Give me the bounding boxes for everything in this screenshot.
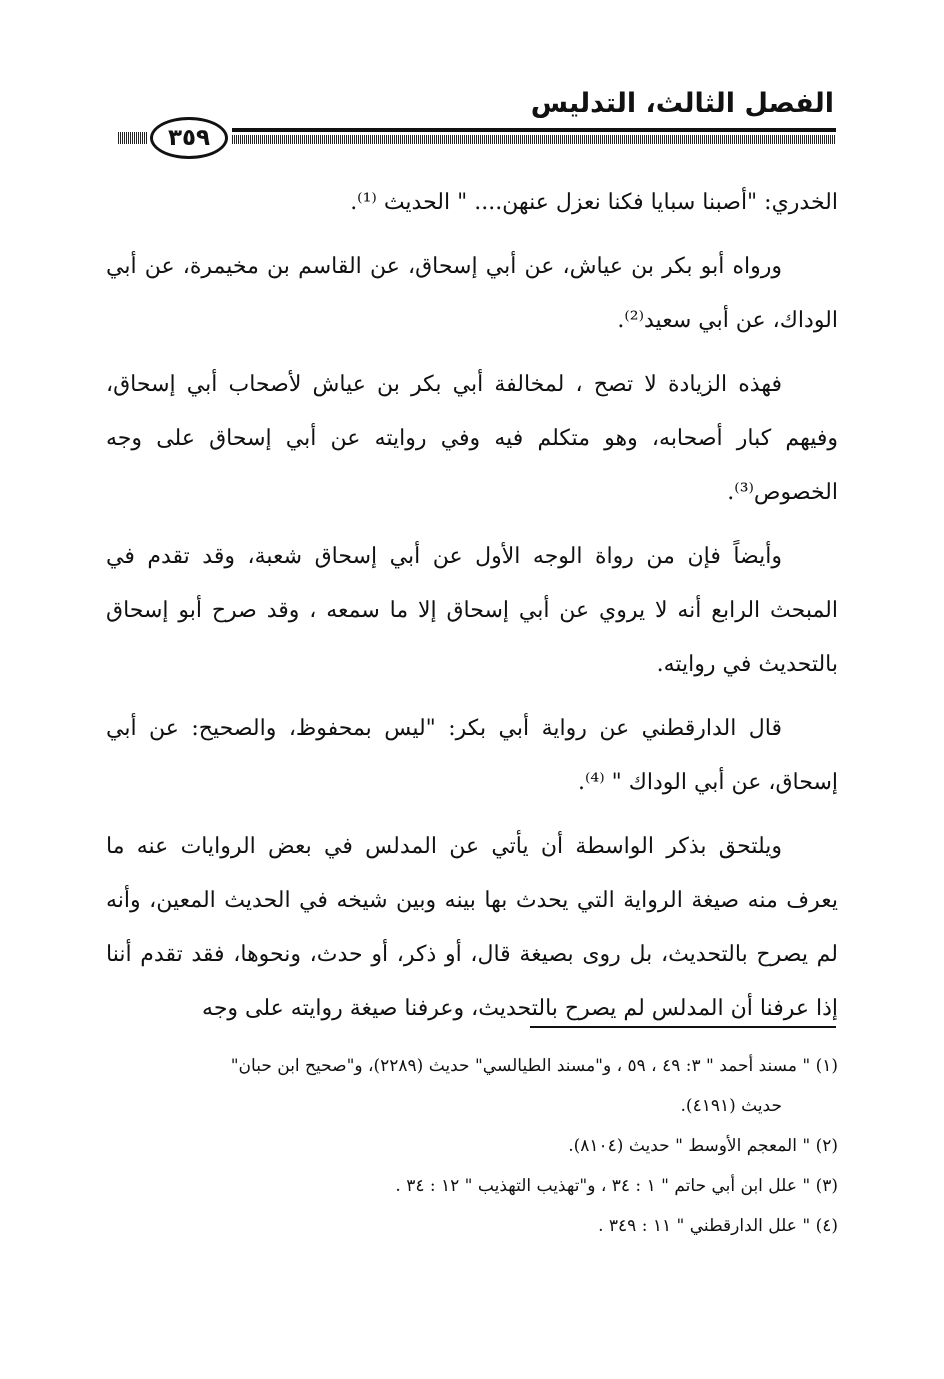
footnote-1-continuation: حديث (٤١٩١). [680, 1096, 782, 1116]
header-rule [232, 128, 836, 148]
chapter-title: الفصل الثالث، التدليس [530, 88, 834, 119]
header-rule-thick [232, 128, 836, 132]
paragraph: الخدري: "أصبنا سبايا فكنا نعزل عنهن.... " الحديث ⁽¹⁾. [350, 190, 838, 215]
paragraph: قال الدارقطني عن رواية أبي بكر: "ليس بمحفوظ، والصحيح: عن أبي إسحاق، عن أبي الوداك " ⁽⁴⁾. [106, 716, 838, 795]
paragraph: فهذه الزيادة لا تصح ، لمخالفة أبي بكر بن عياش لأصحاب أبي إسحاق، وفيهم كبار أصحابه، وهو متكلم فيه وفي روايته عن أبي إسحاق على وجه الخصوص⁽³⁾. [106, 372, 838, 505]
page-number: ٣٥٩ [150, 117, 228, 159]
paragraph: ويلتحق بذكر الواسطة أن يأتي عن المدلس في بعض الروايات عنه ما يعرف منه صيغة الرواية التي يحدث بها بينه وبين شيخه في الحديث المعين، وأنه لم يصرح بالتحديث، بل روى بصيغة قال، أو ذكر، أو حدث، ونحوها، فقد تقدم أننا إذا عرفنا أن المدلس لم يصرح بالتحديث، وعرفنا صيغة روايته على وجه [106, 834, 838, 1021]
header-rule-hatched [232, 135, 836, 144]
footnote-separator [530, 1026, 836, 1028]
paragraph: وأيضاً فإن من رواة الوجه الأول عن أبي إسحاق شعبة، وقد تقدم في المبحث الرابع أنه لا يروي عن أبي إسحاق إلا ما سمعه ، وقد صرح أبو إسحاق بالتحديث في روايته. [106, 544, 838, 677]
header-rule-left [118, 132, 148, 144]
footnotes [106, 1046, 838, 1246]
footnote-4: (٤) " علل الدارقطني " ١١ : ٣٤٩ . [598, 1216, 838, 1236]
footnote-3: (٣) " علل ابن أبي حاتم " ١ : ٣٤ ، و"تهذيب التهذيب " ١٢ : ٣٤ . [395, 1176, 838, 1196]
footnote-2: (٢) " المعجم الأوسط " حديث (٨١٠٤). [568, 1136, 838, 1156]
footnote-1: (١) " مسند أحمد " ٣: ٤٩ ، ٥٩ ، و"مسند الطيالسي" حديث (٢٢٨٩)، و"صحيح ابن حبان" [230, 1056, 838, 1076]
paragraph: ورواه أبو بكر بن عياش، عن أبي إسحاق، عن القاسم بن مخيمرة، عن أبي الوداك، عن أبي سعيد⁽²⁾. [106, 254, 838, 333]
main-text [106, 176, 838, 1046]
